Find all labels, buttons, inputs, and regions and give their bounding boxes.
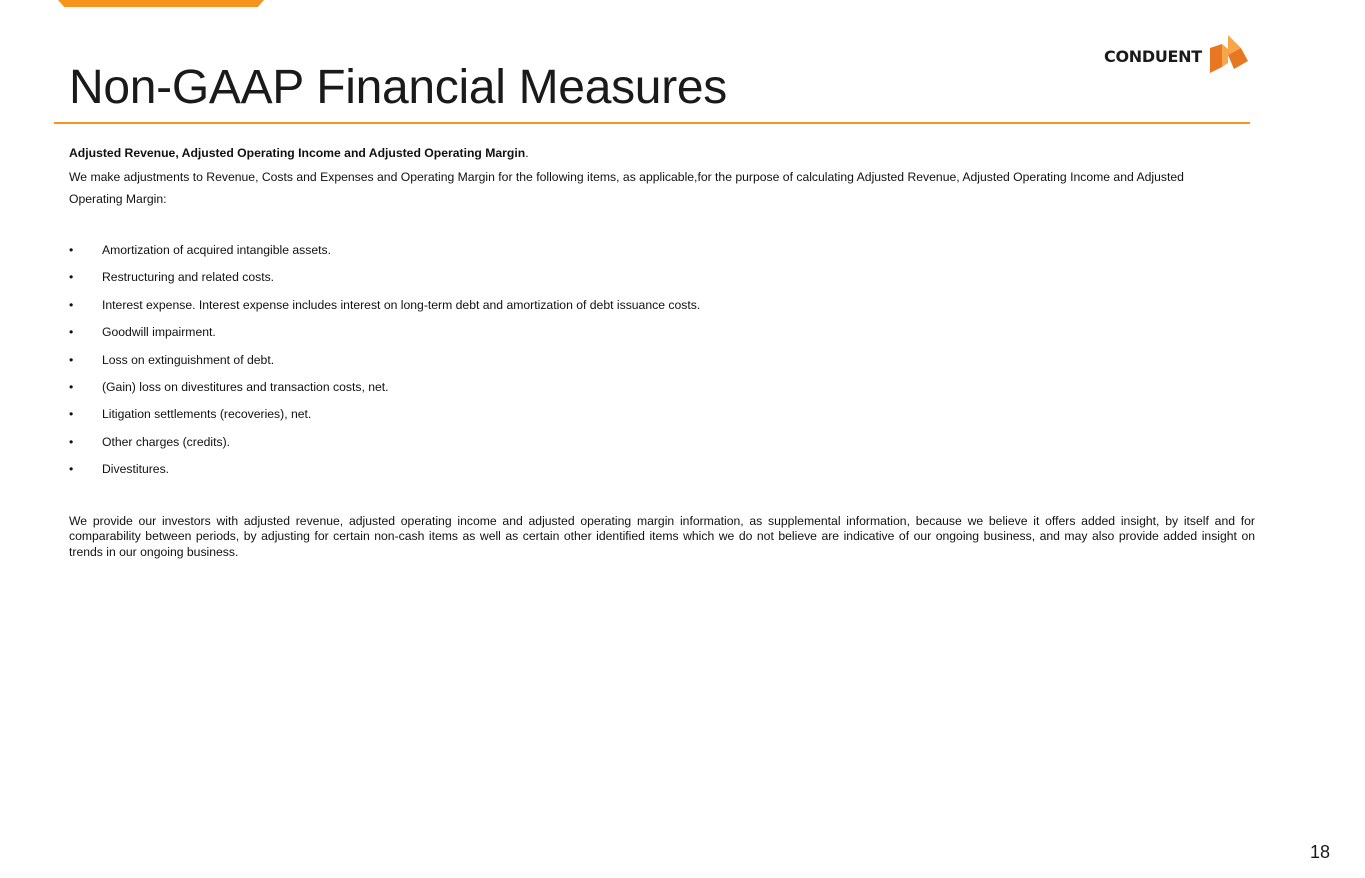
list-item [69, 379, 1255, 406]
bullet-glyph: • [69, 434, 74, 449]
list-item-text: Restructuring and related costs. [102, 270, 275, 285]
bullet-glyph: • [69, 407, 74, 422]
bullet-glyph: • [69, 379, 74, 394]
list-item [69, 269, 1255, 296]
closing-paragraph: We provide our investors with adjusted revenue, adjusted operating income and adjusted operating margin information, as supplemental information, because we believe it offers added insight, by itself and for comparability between periods, by adjusting for certain non-cash items as well as certain other identified items which we do not believe are indicative of our ongoing business, and may also provide added insight on trends in our ongoing business. [69, 513, 1255, 559]
list-item-text: Divestitures. [102, 462, 170, 477]
list-item-text: (Gain) loss on divestitures and transaction costs, net. [102, 379, 389, 394]
title-divider [54, 122, 1250, 124]
conduent-logo [1104, 34, 1254, 76]
slide-body [69, 145, 1255, 560]
bullet-glyph: • [69, 243, 74, 257]
subhead-period: . [525, 146, 529, 160]
list-item-text: Litigation settlements (recoveries), net. [102, 407, 312, 422]
list-item [69, 406, 1255, 433]
bullet-glyph: • [69, 270, 74, 285]
list-item-text: Loss on extinguishment of debt. [102, 352, 275, 367]
logo-wordmark: CONDUENT [1104, 46, 1202, 66]
page-title: Non-GAAP Financial Measures [69, 61, 727, 114]
list-item [69, 434, 1255, 461]
adjustment-list [69, 242, 1255, 489]
bullet-glyph: • [69, 352, 74, 367]
list-item-text: Interest expense. Interest expense includes interest on long-term debt and amortization of debt issuance costs. [102, 297, 701, 312]
section-subhead [69, 145, 1255, 161]
subhead-text: Adjusted Revenue, Adjusted Operating Income and Adjusted Operating Margin [69, 146, 526, 160]
list-item [69, 461, 1255, 488]
top-accent-bar [58, 0, 264, 7]
list-item [69, 324, 1255, 351]
list-item [69, 297, 1255, 324]
list-item [69, 352, 1255, 379]
bullet-glyph: • [69, 462, 74, 477]
list-item [69, 242, 1255, 269]
conduent-logo-icon [1208, 35, 1248, 75]
list-item-text: Goodwill impairment. [102, 325, 216, 340]
bullet-glyph: • [69, 325, 74, 340]
list-item-text: Amortization of acquired intangible assets. [102, 243, 331, 257]
page-number: 18 [1309, 842, 1330, 862]
bullet-glyph: • [69, 297, 74, 312]
list-item-text: Other charges (credits). [102, 434, 231, 449]
intro-paragraph: We make adjustments to Revenue, Costs and Expenses and Operating Margin for the following items, as applicable,for the purpose of calculating Adjusted Revenue, Adjusted Operating Income and Adjusted Operating Margin: [69, 170, 1184, 206]
